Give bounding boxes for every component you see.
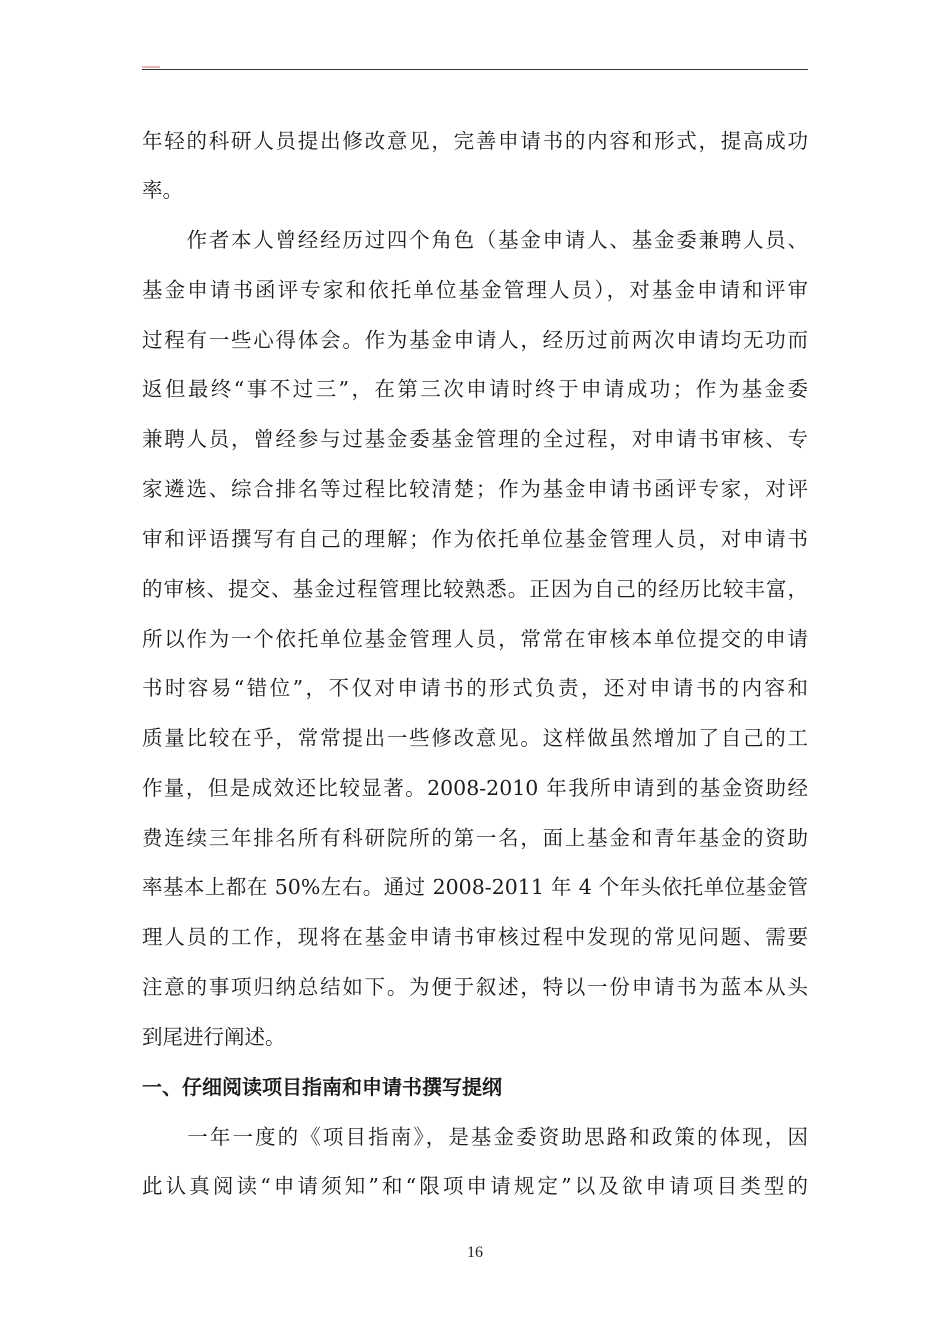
body-line: 书时容易“错位”，不仅对申请书的形式负责，还对申请书的内容和 — [142, 676, 808, 700]
header-accent-mark — [142, 66, 160, 68]
body-line: 所以作为一个依托单位基金管理人员，常常在审核本单位提交的申请 — [142, 627, 808, 651]
body-line: 注意的事项归纳总结如下。为便于叙述，特以一份申请书为蓝本从头 — [142, 975, 808, 999]
body-line: 审和评语撰写有自己的理解；作为依托单位基金管理人员，对申请书 — [142, 527, 808, 551]
page-number: 16 — [467, 1244, 483, 1261]
body-line: 此认真阅读“申请须知”和“限项申请规定”以及欲申请项目类型的 — [142, 1174, 808, 1198]
section-heading: 一、仔细阅读项目指南和申请书撰写提纲 — [142, 1075, 502, 1099]
body-line: 费连续三年排名所有科研院所的第一名，面上基金和青年基金的资助 — [142, 826, 808, 850]
body-line: 质量比较在乎，常常提出一些修改意见。这样做虽然增加了自己的工 — [142, 726, 808, 750]
body-line: 的审核、提交、基金过程管理比较熟悉。正因为自己的经历比较丰富， — [142, 577, 808, 601]
body-line: 一年一度的《项目指南》，是基金委资助思路和政策的体现，因 — [142, 1125, 808, 1149]
body-line: 返但最终“事不过三”，在第三次申请时终于申请成功；作为基金委 — [142, 377, 808, 401]
body-line: 率基本上都在 50%左右。通过 2008-2011 年 4 个年头依托单位基金管 — [142, 875, 808, 899]
body-line: 作量，但是成效还比较显著。2008-2010 年我所申请到的基金资助经 — [142, 776, 808, 800]
body-line: 到尾进行阐述。 — [142, 1025, 286, 1049]
body-line: 率。 — [142, 178, 183, 202]
body-line: 理人员的工作，现将在基金申请书审核过程中发现的常见问题、需要 — [142, 925, 808, 949]
body-line: 过程有一些心得体会。作为基金申请人，经历过前两次申请均无功而 — [142, 328, 808, 352]
body-line: 家遴选、综合排名等过程比较清楚；作为基金申请书函评专家，对评 — [142, 477, 808, 501]
header-rule — [142, 69, 808, 70]
body-line: 兼聘人员，曾经参与过基金委基金管理的全过程，对申请书审核、专 — [142, 427, 808, 451]
body-line: 作者本人曾经经历过四个角色（基金申请人、基金委兼聘人员、 — [142, 228, 808, 252]
body-line: 基金申请书函评专家和依托单位基金管理人员），对基金申请和评审 — [142, 278, 808, 302]
body-line: 年轻的科研人员提出修改意见，完善申请书的内容和形式，提高成功 — [142, 129, 808, 153]
